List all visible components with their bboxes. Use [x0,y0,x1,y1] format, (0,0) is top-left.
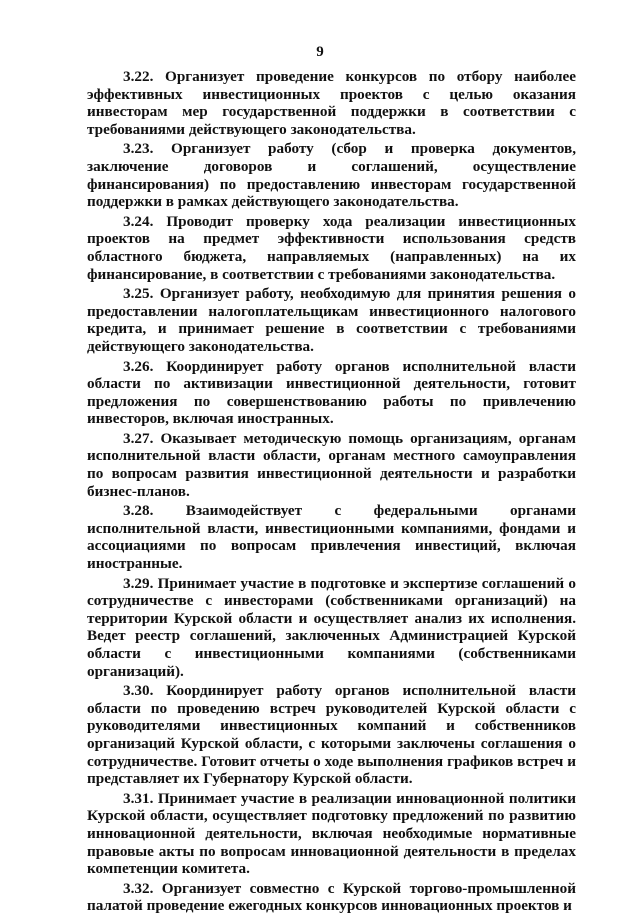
paragraph-3-32: 3.32. Организует совместно с Курской торгово-промышленной палатой проведение ежегодных конкурсов инновационных проектов и [87,879,576,915]
paragraph-3-23: 3.23. Организует работу (сбор и проверка документов, заключение договоров и соглашений, осуществление финансирования) по предоставлению инвесторам государственной поддержки в рамках действующего законодательства. [87,140,576,211]
paragraph-3-29: 3.29. Принимает участие в подготовке и экспертизе соглашений о сотрудничестве с инвесторами (собственниками организаций) на территории Курской области и осуществляет анализ их исполнения. Ведет реестр соглашений, заключенных Администрацией Курской области с инвестиционными компаниями (собственниками организаций). [87,574,576,680]
paragraph-3-27: 3.27. Оказывает методическую помощь организациям, органам исполнительной власти области, органам местного самоуправления по вопросам развития инвестиционной деятельности и разработки бизнес-планов. [87,429,576,500]
paragraph-3-30: 3.30. Координирует работу органов исполнительной власти области по проведению встреч руководителей Курской области с руководителями инвестиционных компаний и собственников организаций Курской области, с которыми заключены соглашения о сотрудничестве. Готовит отчеты о ходе выполнения графиков встреч и представляет их Губернатору Курской области. [87,682,576,788]
document-body [87,68,576,917]
paragraph-3-24: 3.24. Проводит проверку хода реализации инвестиционных проектов на предмет эффективности использования средств областного бюджета, направляемых (направленных) на их финансирование, в соответствии с требованиями законодательства. [87,212,576,283]
paragraph-3-26: 3.26. Координирует работу органов исполнительной власти области по активизации инвестиционной деятельности, готовит предложения по совершенствованию работы по привлечению инвесторов, включая иностранных. [87,357,576,428]
paragraph-3-25: 3.25. Организует работу, необходимую для принятия решения о предоставлении налогоплательщикам инвестиционного налогового кредита, и принимает решение в соответствии с требованиями действующего законодательства. [87,285,576,355]
paragraph-3-22: 3.22. Организует проведение конкурсов по отбору наиболее эффективных инвестиционных проектов с целью оказания инвесторам мер государственной поддержки в соответствии с требованиями действующего законодательства. [87,68,576,138]
paragraph-3-31: 3.31. Принимает участие в реализации инновационной политики Курской области, осуществляет подготовку предложений по развитию инновационной деятельности, включая необходимые нормативные правовые акты по вопросам инновационной деятельности в пределах компетенции комитета. [87,789,576,878]
paragraph-3-28: 3.28. Взаимодействует с федеральными органами исполнительной власти, инвестиционными компаниями, фондами и ассоциациями по вопросам привлечения инвестиций, включая иностранные. [87,502,576,573]
page-number: 9 [316,44,324,60]
